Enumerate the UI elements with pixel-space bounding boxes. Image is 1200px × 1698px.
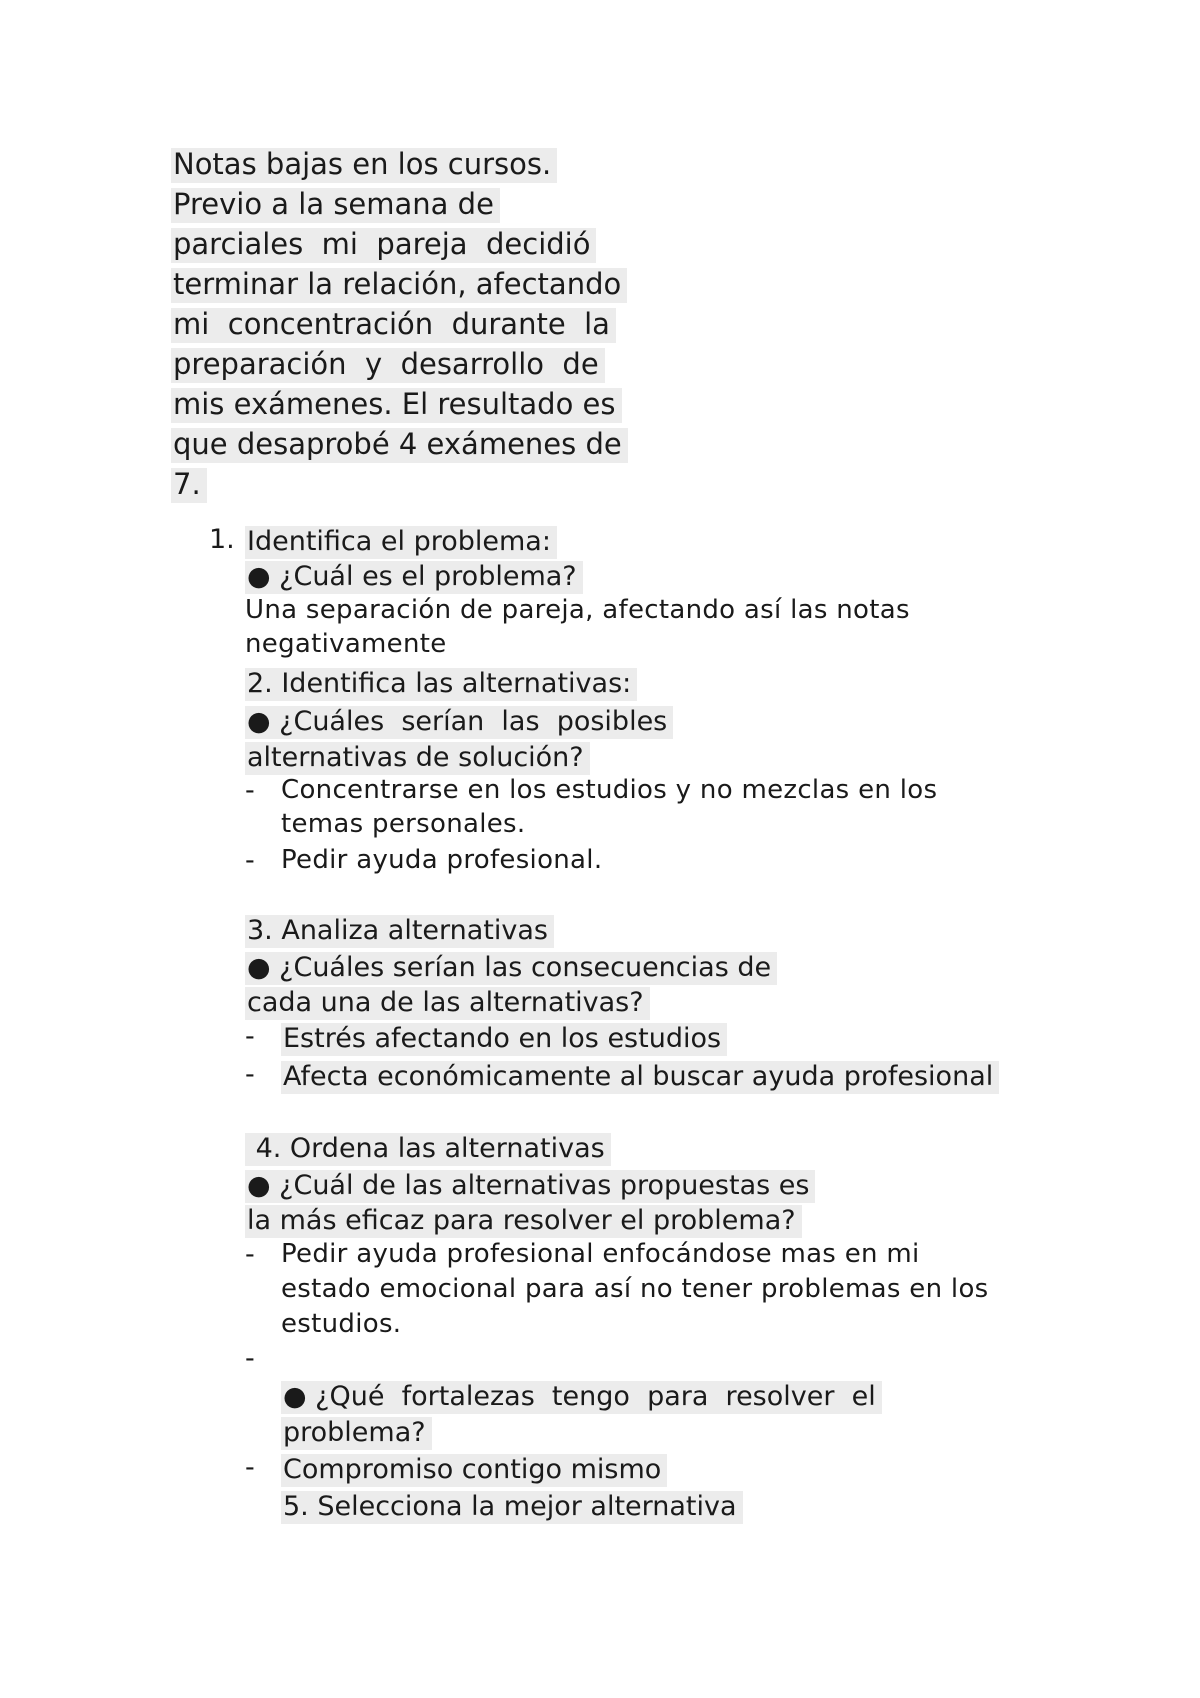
answer-line: negativamente <box>245 629 447 659</box>
answer-line: Una separación de pareja, afectando así las notas <box>245 595 910 625</box>
intro-line: que desaprobé 4 exámenes de <box>171 428 628 463</box>
list-item: Pedir ayuda profesional enfocándose mas en mi <box>281 1239 920 1269</box>
list-item: Afecta económicamente al buscar ayuda profesional <box>281 1061 999 1094</box>
list-item: Compromiso contigo mismo <box>281 1454 667 1487</box>
step-question: ● ¿Cuáles serían las consecuencias de <box>245 952 777 985</box>
step-question: la más eficaz para resolver el problema? <box>245 1205 802 1238</box>
intro-line: 7. <box>171 468 207 503</box>
step-heading: 5. Selecciona la mejor alternativa <box>281 1491 743 1524</box>
list-dash: - <box>245 1239 255 1270</box>
step-heading: 4. Ordena las alternativas <box>245 1133 611 1166</box>
list-dash: - <box>245 1059 255 1090</box>
step-heading: 3. Analiza alternativas <box>245 915 554 948</box>
step-question: ● ¿Cuál es el problema? <box>245 561 583 594</box>
step-question: alternativas de solución? <box>245 742 590 775</box>
intro-line: preparación y desarrollo de <box>171 348 605 383</box>
list-item: Concentrarse en los estudios y no mezclas en los <box>281 775 938 805</box>
step-question: ● ¿Cuáles serían las posibles <box>245 706 673 739</box>
step-question: cada una de las alternativas? <box>245 987 650 1020</box>
list-dash: - <box>245 775 255 806</box>
step-number: 1. <box>209 524 235 555</box>
list-item: estado emocional para así no tener problemas en los <box>281 1274 989 1304</box>
list-dash: - <box>245 845 255 876</box>
intro-line: Notas bajas en los cursos. <box>171 148 557 183</box>
intro-line: mi concentración durante la <box>171 308 616 343</box>
list-dash: - <box>245 1021 255 1052</box>
intro-line: mis exámenes. El resultado es <box>171 388 622 423</box>
intro-line: Previo a la semana de <box>171 188 500 223</box>
list-dash: - <box>245 1452 255 1483</box>
list-item: estudios. <box>281 1309 402 1339</box>
list-item: temas personales. <box>281 809 526 839</box>
list-item: Estrés afectando en los estudios <box>281 1023 727 1056</box>
list-item: Pedir ayuda profesional. <box>281 845 603 875</box>
step-question: ● ¿Cuál de las alternativas propuestas es <box>245 1170 815 1203</box>
intro-line: parciales mi pareja decidió <box>171 228 596 263</box>
step-question: problema? <box>281 1417 432 1450</box>
step-question: ● ¿Qué fortalezas tengo para resolver el <box>281 1381 882 1414</box>
step-heading: 2. Identifica las alternativas: <box>245 668 637 701</box>
step-heading: Identifica el problema: <box>245 526 557 559</box>
intro-line: terminar la relación, afectando <box>171 268 627 303</box>
list-dash: - <box>245 1343 255 1374</box>
